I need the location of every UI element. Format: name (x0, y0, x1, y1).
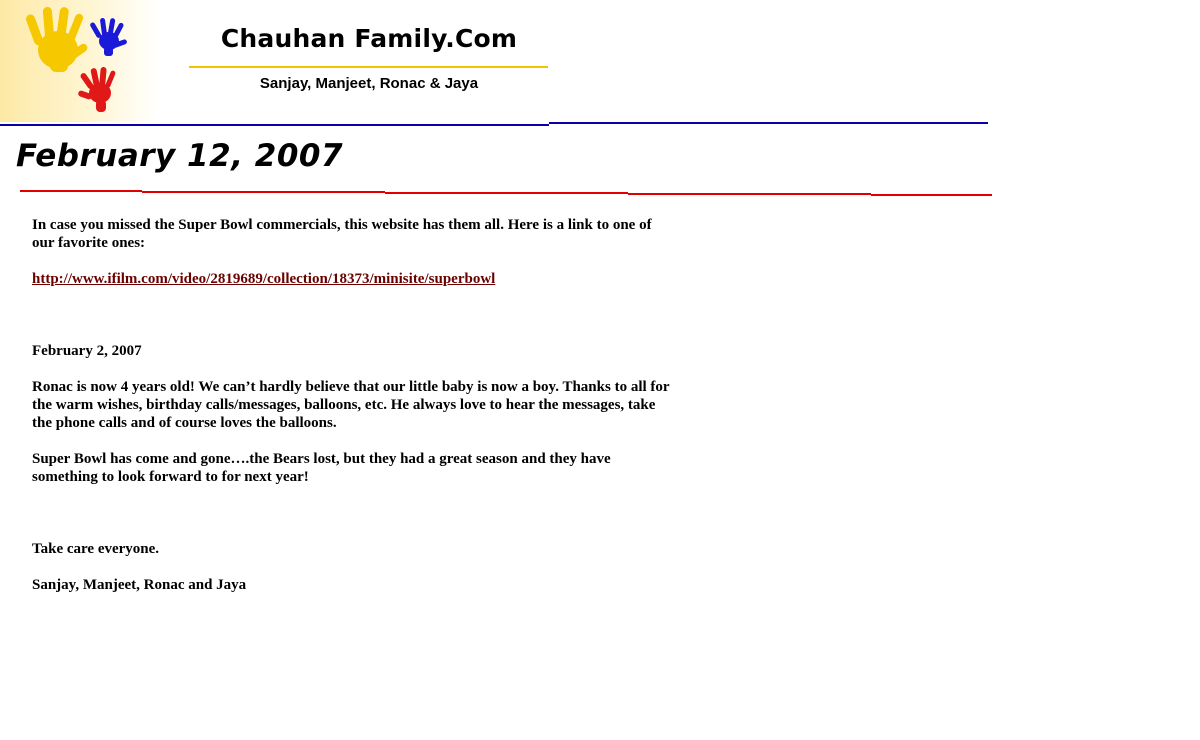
heading-divider-segment (871, 194, 992, 196)
handprints-logo-icon (0, 0, 160, 122)
spacer (32, 504, 672, 540)
post-link-paragraph (32, 270, 672, 288)
post-closing: Take care everyone. (32, 541, 160, 557)
post-date: February 2, 2007 (32, 343, 142, 359)
heading-divider-segment (20, 190, 142, 192)
title-divider (189, 66, 548, 68)
site-title: Chauhan Family.Com (220, 24, 518, 53)
page-date-heading: February 12, 2007 (16, 138, 344, 174)
spacer (32, 306, 672, 342)
heading-divider-segment (385, 192, 628, 194)
header-divider-right (549, 122, 988, 124)
superbowl-video-link[interactable]: http://www.ifilm.com/video/2819689/collection/18373/minisite/superbowl (32, 271, 496, 287)
heading-divider-segment (628, 193, 871, 195)
post-intro: In case you missed the Super Bowl commercials, this website has them all. Here is a link to one of our favorite ones: (32, 217, 652, 251)
post-paragraph-birthday: Ronac is now 4 years old! We can’t hardly believe that our little baby is now a boy. Thanks to all for the warm wishes, birthday calls/messages, balloons, etc. He always love to hear the messages, take the phone calls and of course loves the balloons. (32, 379, 670, 431)
post-signature: Sanjay, Manjeet, Ronac and Jaya (32, 577, 247, 593)
site-subtitle: Sanjay, Manjeet, Ronac & Jaya (259, 75, 479, 92)
header-divider-left (0, 124, 549, 126)
heading-divider-segment (142, 191, 385, 193)
post-paragraph-superbowl: Super Bowl has come and gone….the Bears lost, but they had a great season and they have something to look forward to for next year! (32, 451, 611, 485)
post-content (32, 216, 672, 612)
